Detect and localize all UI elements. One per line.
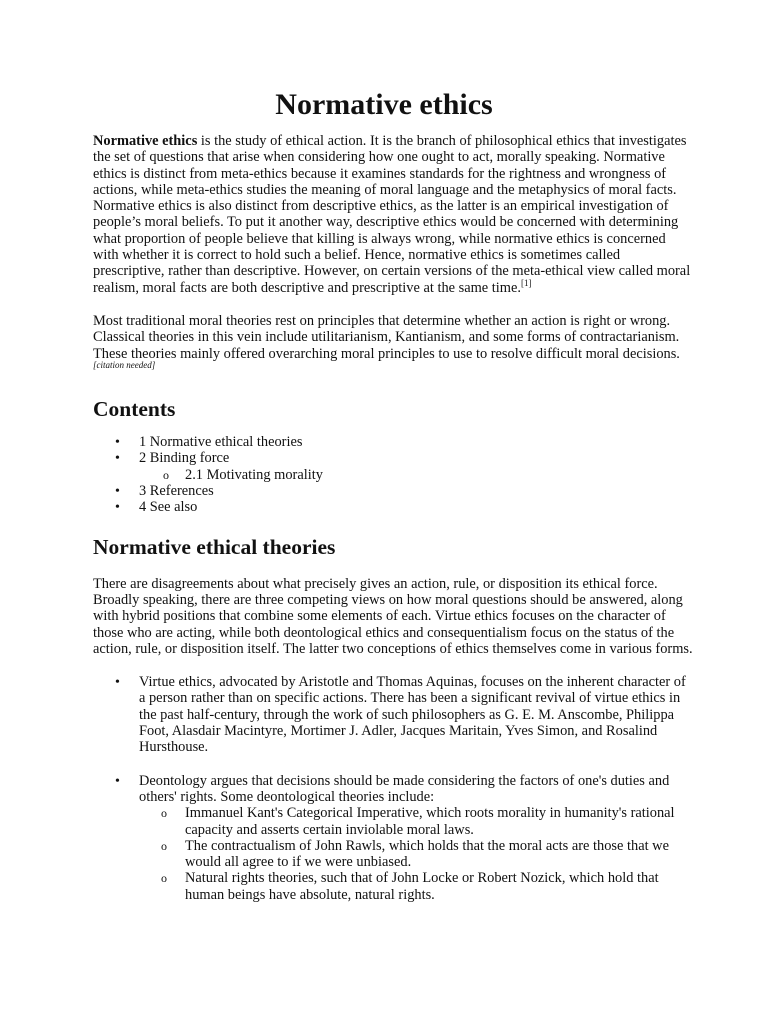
circle-bullet-icon <box>161 805 167 821</box>
deontology-sublist <box>139 805 693 903</box>
intro-lead-term: Normative ethics <box>93 133 198 149</box>
citation-ref-1[interactable]: [1] <box>520 277 532 288</box>
bullet-icon <box>115 483 120 500</box>
citation-needed-text: [citation needed] <box>93 360 156 371</box>
toc-item-label[interactable]: 2 Binding force <box>139 450 230 467</box>
sublist-item <box>139 805 693 838</box>
toc-item-normative-ethical-theories[interactable] <box>93 434 693 450</box>
circle-bullet-icon <box>161 870 167 886</box>
list-item-text: Virtue ethics, advocated by Aristotle and Thomas Aquinas, focuses on the inherent character of a person rather than on specific actions. There has been a significant revival of virtue ethics in the past half-century, through the work of such philosophers as G. E. M. Anscombe, Philippa Foot, Alasdair Macintyre, Mortimer J. Adler, Jacques Maritain, Yves Simon, and Rosalind Hursthouse. <box>139 674 686 756</box>
toc-item-label[interactable]: 4 See also <box>139 499 198 516</box>
toc-item-label[interactable]: 2.1 Motivating morality <box>185 466 323 483</box>
bullet-icon <box>115 450 120 467</box>
citation-needed-ref[interactable] <box>93 360 155 370</box>
list-item-deontology <box>93 773 693 903</box>
table-of-contents <box>93 434 693 515</box>
sublist-item-text: The contractualism of John Rawls, which holds that the moral acts are those that we would all agree to if we were unbiased. <box>185 837 669 871</box>
sublist-item <box>139 870 693 903</box>
toc-item-references[interactable] <box>93 483 693 499</box>
paragraph-text: Most traditional moral theories rest on principles that determine whether an action is right or wrong. Classical theories in this vein include utilitarianism, Kantianism, and some forms of contractarianism. These theories mainly offered overarching moral principles to use to resolve difficult moral decisions. <box>93 312 680 362</box>
list-item-virtue-ethics <box>93 674 693 755</box>
circle-bullet-icon <box>161 838 167 854</box>
section-heading-normative-ethical-theories: Normative ethical theories <box>93 534 336 559</box>
section-paragraph: There are disagreements about what precisely gives an action, rule, or disposition its ethical force. Broadly speaking, there are three competing views on how moral questions should be answered, along with hybrid positions that combine some elements of each. Virtue ethics focuses on the character of those who are acting, while both deontological ethics and consequentialism focus on the status of the action, rule, or disposition itself. The latter two conceptions of ethics themselves come in various forms. <box>93 575 693 657</box>
intro-text: is the study of ethical action. It is the branch of philosophical ethics that investigates the set of questions that arise when considering how one ought to act, morally speaking. Normative ethics is distinct from meta-ethics because it examines standards for the rightness and wrongness of actions, while meta-ethics studies the meaning of moral language and the metaphysics of moral facts. Normative ethics is also distinct from descriptive ethics, as the latter is an empirical investigation of people’s moral beliefs. To put it another way, descriptive ethics would be concerned with determining what proportion of people believe that killing is always wrong, while normative ethics is concerned with whether it is correct to hold such a belief. Hence, normative ethics is sometimes called prescriptive, rather than descriptive. However, on certain versions of the meta-ethical view called moral realism, moral facts are both descriptive and prescriptive at the same time. <box>93 133 691 296</box>
theories-summary-paragraph <box>93 313 693 378</box>
toc-item-label[interactable]: 3 References <box>139 483 214 500</box>
sublist-item-text: Natural rights theories, such that of John Locke or Robert Nozick, which hold that human beings have absolute, natural rights. <box>185 870 659 903</box>
toc-item-motivating-morality[interactable] <box>93 467 693 483</box>
contents-heading: Contents <box>93 397 176 422</box>
circle-bullet-icon <box>163 467 169 483</box>
bullet-icon <box>115 773 120 790</box>
intro-paragraph <box>93 133 693 296</box>
bullet-icon <box>115 674 120 691</box>
bullet-icon <box>115 434 120 451</box>
toc-item-label[interactable]: 1 Normative ethical theories <box>139 434 303 451</box>
page-title: Normative ethics <box>275 88 493 121</box>
sublist-item <box>139 838 693 871</box>
list-item-text: Deontology argues that decisions should be made considering the factors of one's duties and others' rights. Some deontological theories include: <box>139 772 670 805</box>
toc-item-binding-force[interactable] <box>93 450 693 466</box>
bullet-icon <box>115 499 120 516</box>
article-body <box>93 133 693 920</box>
sublist-item-text: Immanuel Kant's Categorical Imperative, which roots morality in humanity's rational capacity and asserts certain inviolable moral laws. <box>185 805 675 838</box>
theories-list <box>93 674 693 903</box>
toc-item-see-also[interactable] <box>93 499 693 515</box>
